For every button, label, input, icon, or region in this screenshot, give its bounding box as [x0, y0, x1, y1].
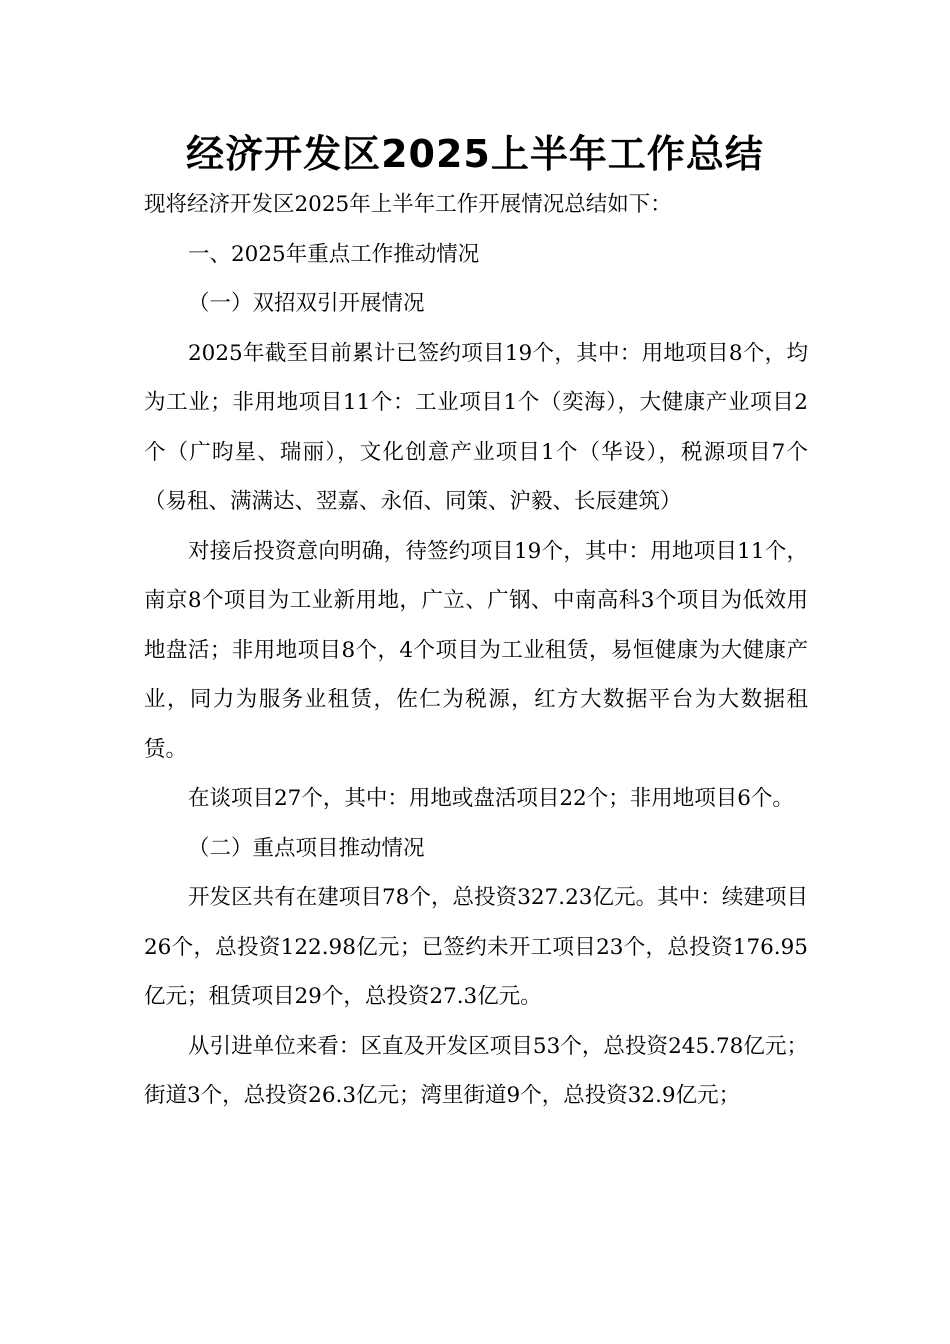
paragraph-negotiating-projects: 在谈项目27个，其中：用地或盘活项目22个；非用地项目6个。 [188, 786, 794, 811]
document-title: 经济开发区2025上半年工作总结 [186, 132, 764, 176]
paragraph-pending-projects: 对接后投资意向明确，待签约项目19个，其中：用地项目11个，南京8个项目为工业新用地，广立、广钢、中南高科3个项目为低效用地盘活；非用地项目8个，4个项目为工业租赁，易恒健康为大健康产业，同力为服务业租赁，佐仁为税源，红方大数据平台为大数据租赁。 [144, 538, 808, 762]
subsection-heading-2: （二）重点项目推动情况 [188, 835, 425, 861]
paragraph-construction-projects: 开发区共有在建项目78个，总投资327.23亿元。其中：续建项目26个，总投资122.98亿元；已签约未开工项目23个，总投资176.95亿元；租赁项目29个，总投资27.3亿元。 [144, 885, 808, 1009]
paragraph-introducing-units: 从引进单位来看：区直及开发区项目53个，总投资245.78亿元；街道3个，总投资26.3亿元；湾里街道9个，总投资32.9亿元； [144, 1033, 808, 1108]
paragraph-signed-projects: 2025年截至目前累计已签约项目19个，其中：用地项目8个，均为工业；非用地项目11个：工业项目1个（奕海），大健康产业项目2个（广昀星、瑞丽），文化创意产业项目1个（华设），税源项目7个（易租、满满达、翌嘉、永佰、同策、沪毅、长辰建筑） [144, 340, 808, 514]
section-heading-1: 一、2025年重点工作推动情况 [188, 241, 480, 267]
document-body [144, 180, 808, 1121]
subsection-heading-1: （一）双招双引开展情况 [188, 291, 425, 316]
intro-paragraph: 现将经济开发区2025年上半年工作开展情况总结如下： [144, 192, 672, 217]
